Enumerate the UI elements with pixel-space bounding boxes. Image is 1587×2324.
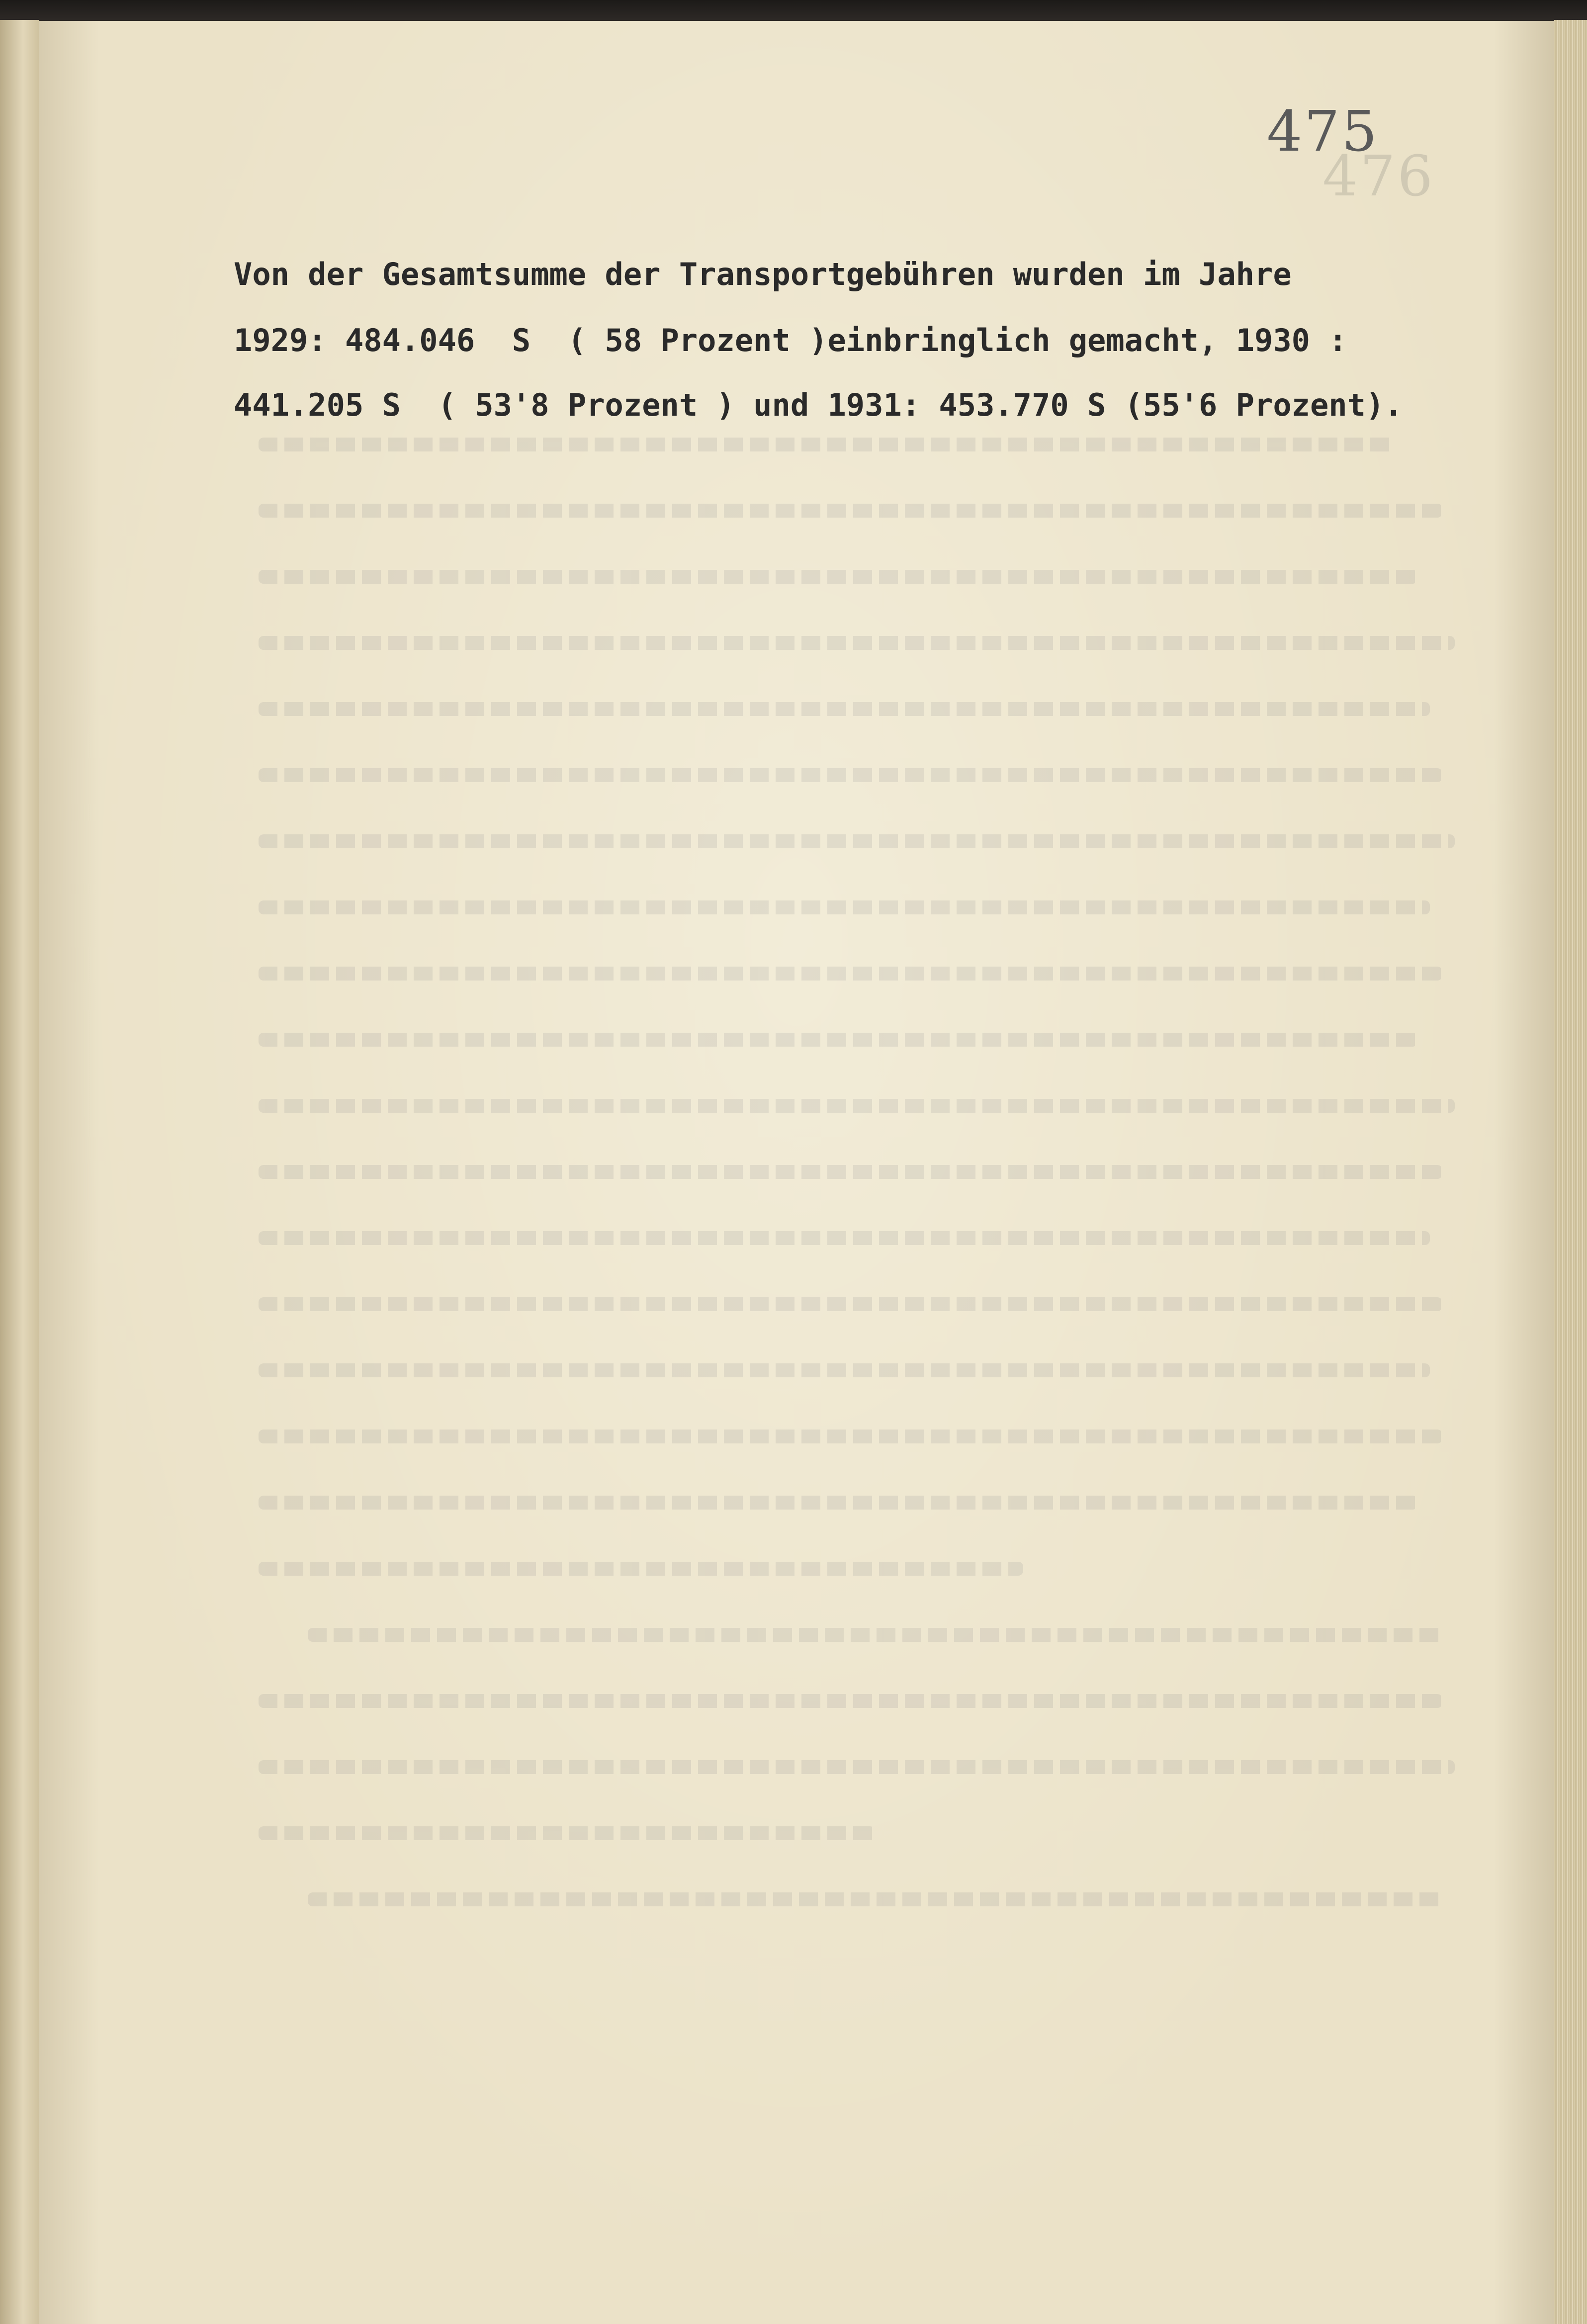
page-stack-edge (1554, 20, 1587, 2324)
show-through-text (259, 438, 1492, 1929)
text-line-3: 441.205 S ( 53'8 Prozent ) und 1931: 453.770 S (55'6 Prozent). (234, 387, 1403, 423)
page-number: 475 (1267, 99, 1379, 164)
text-line-2: 1929: 484.046 S ( 58 Prozent )einbringlich gemacht, 1930 : (234, 322, 1347, 358)
text-line-1: Von der Gesamtsumme der Transportgebühren wurden im Jahre (234, 256, 1292, 292)
ghost-page-number: 476 (1322, 144, 1435, 209)
previous-page-edge (0, 20, 39, 2324)
